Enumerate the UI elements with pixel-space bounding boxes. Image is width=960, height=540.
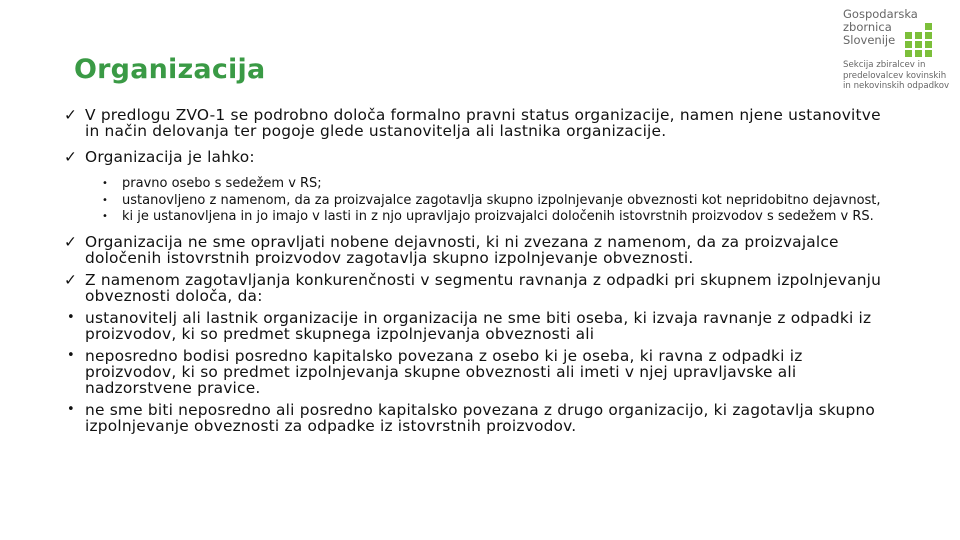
sub-list-item-text: ki je ustanovljena in jo imajo v lasti in z njo upravljajo proizvajalci določenih istovrstnih proizvodov s sedežem v RS. (122, 209, 874, 224)
logo-name-line-1: Gospodarska (843, 7, 918, 21)
bullet-icon: • (102, 194, 108, 206)
list-item-text: ne sme biti neposredno ali posredno kapitalsko povezana z drugo organizacijo, ki zagotavlja skupno izpolnjevanje obveznosti za odpadke iz istovrstnih proizvodov. (85, 400, 876, 435)
list-item (64, 149, 894, 165)
check-icon: ✓ (64, 232, 78, 251)
list-item (64, 107, 894, 139)
sub-list-item (64, 192, 894, 208)
logo-sub-line-2: predelovalcev kovinskih (843, 70, 947, 81)
list-item (64, 310, 894, 342)
list-item-text: neposredno bodisi posredno kapitalsko povezana z osebo ki je oseba, ki ravna z odpadki iz proizvodov, ki so predmet izpolnjevanja skupne obveznosti ali imeti v njej upravljavske ali nadzorstvene pravice. (85, 346, 803, 397)
list-item-text: V predlogu ZVO-1 se podrobno določa formalno pravni status organizacije, namen njene ustanovitve in način delovanja ter pogoje glede ustanovitelja ali lastnika organizacije. (85, 106, 881, 140)
slide-body (64, 107, 894, 434)
list-item-text: Organizacija je lahko: (85, 148, 255, 166)
sub-list-item-text: pravno osebo s sedežem v RS; (122, 176, 322, 191)
slide-title: Organizacija (74, 54, 266, 85)
bullet-icon: • (67, 309, 75, 325)
logo-grid-icon (905, 23, 933, 57)
list-item-text: Organizacija ne sme opravljati nobene dejavnosti, ki ni zvezana z namenom, da za proizvajalce določenih istovrstnih proizvodov zagotavlja skupno izpolnjevanje obveznosti. (85, 232, 839, 267)
logo-name-line-2: zbornica (843, 20, 892, 34)
logo-name-line-3: Slovenije (843, 33, 896, 47)
check-icon: ✓ (64, 270, 78, 289)
list-item (64, 272, 894, 304)
logo-sub-line-3: in nekovinskih odpadkov (843, 81, 950, 91)
list-item (64, 348, 894, 396)
sub-list-item (64, 211, 894, 224)
list-item (64, 402, 894, 434)
bullet-icon: • (67, 401, 75, 417)
logo-sub-line-1: Sekcija zbiralcev in (843, 60, 926, 70)
gzs-logo (843, 8, 953, 92)
check-icon: ✓ (64, 106, 78, 124)
check-icon: ✓ (64, 148, 78, 166)
list-item (64, 234, 894, 266)
sub-list-item (64, 178, 894, 191)
list-item-text: Z namenom zagotavljanja konkurenčnosti v segmentu ravnanja z odpadki pri skupnem izpolnjevanju obveznosti določa, da: (85, 270, 882, 305)
sub-list-item-text: ustanovljeno z namenom, da za proizvajalce zagotavlja skupno izpolnjevanje obveznosti kot nepridobitno dejavnost, (122, 192, 881, 208)
list-item-text: ustanovitelj ali lastnik organizacije in organizacija ne sme biti oseba, ki izvaja ravnanje z odpadki iz proizvodov, ki so predmet skupnega izpolnjevanja obveznosti ali (85, 308, 872, 343)
bullet-icon: • (67, 347, 75, 363)
bullet-icon: • (102, 178, 108, 189)
bullet-icon: • (102, 211, 108, 222)
